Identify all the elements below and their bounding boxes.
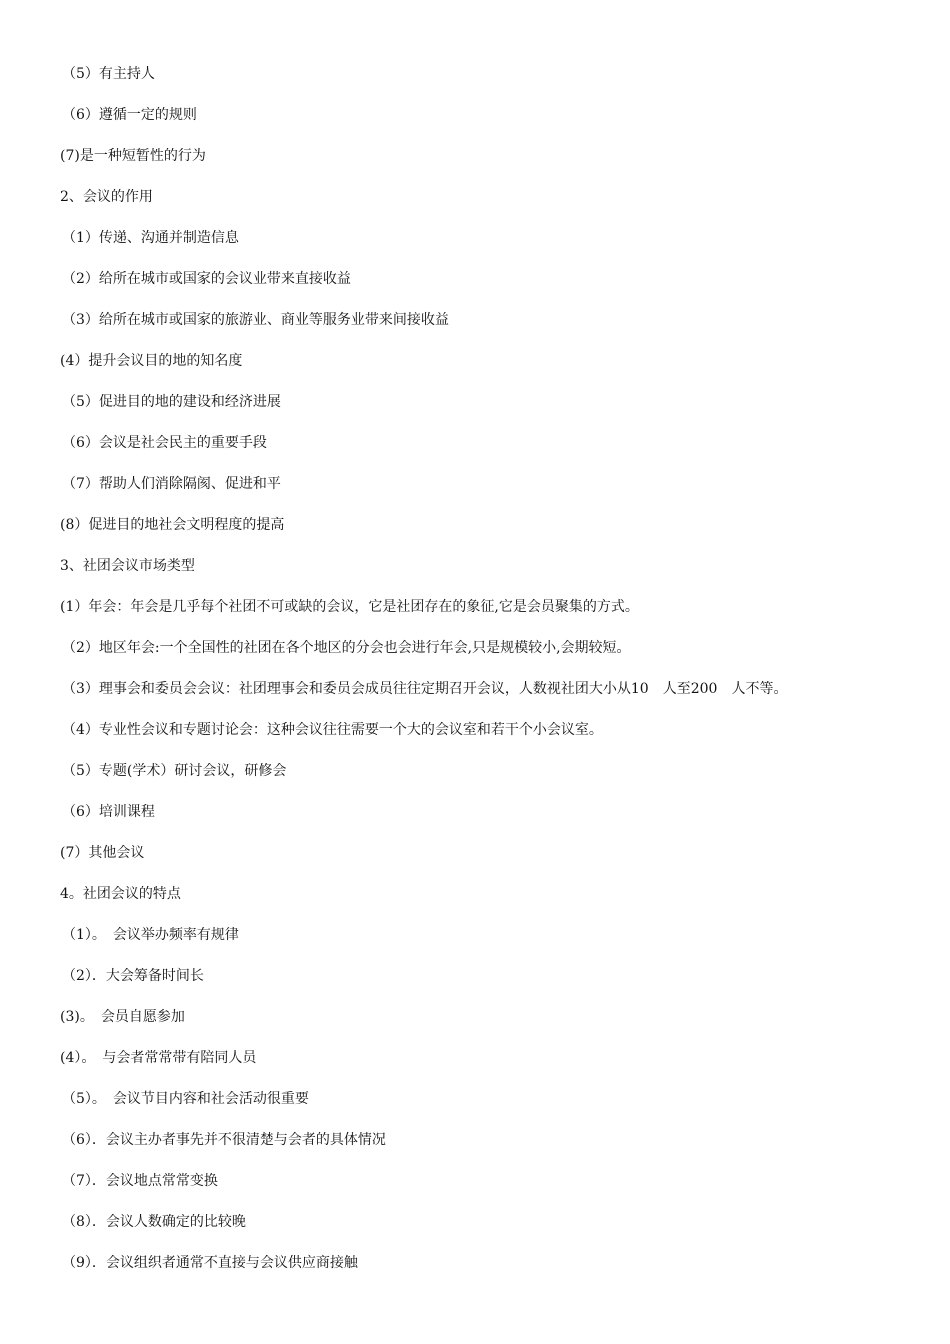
text-line: (7）其他会议 <box>60 845 145 861</box>
text-line: （2）给所在城市或国家的会议业带来直接收益 <box>62 271 351 287</box>
text-line: （6）会议是社会民主的重要手段 <box>62 435 267 451</box>
text-line: （2）地区年会:一个全国性的社团在各个地区的分会也会进行年会,只是规模较小,会期较短。 <box>62 640 631 656</box>
section-heading: 4。社团会议的特点 <box>60 886 181 902</box>
text-line: （2）．大会筹备时间长 <box>62 968 204 984</box>
text-line: （5）专题(学术）研讨会议，研修会 <box>62 763 287 779</box>
text-line: (3)。 会员自愿参加 <box>60 1009 185 1025</box>
text-line: （3）给所在城市或国家的旅游业、商业等服务业带来间接收益 <box>62 312 449 328</box>
text-line: （6）．会议主办者事先并不很清楚与会者的具体情况 <box>62 1132 386 1148</box>
text-line: （5）促进目的地的建设和经济进展 <box>62 394 281 410</box>
text-line: （7）帮助人们消除隔阂、促进和平 <box>62 476 281 492</box>
text-line: （9）．会议组织者通常不直接与会议供应商接触 <box>62 1255 358 1271</box>
text-line: (4）提升会议目的地的知名度 <box>60 353 243 369</box>
text-line: (4）。 与会者常常带有陪同人员 <box>60 1050 257 1066</box>
section-heading: 3、社团会议市场类型 <box>60 558 195 574</box>
text-line: (8）促进目的地社会文明程度的提高 <box>60 517 285 533</box>
text-line: (1）年会：年会是几乎每个社团不可或缺的会议，它是社团存在的象征,它是会员聚集的方式。 <box>60 599 639 615</box>
text-line: （4）专业性会议和专题讨论会：这种会议往往需要一个大的会议室和若干个小会议室。 <box>62 722 603 738</box>
text-line: （6）培训课程 <box>62 804 155 820</box>
text-line: （6）遵循一定的规则 <box>62 107 197 123</box>
text-line: （3）理事会和委员会会议：社团理事会和委员会成员往往定期召开会议，人数视社团大小从10 人至200 人不等。 <box>62 681 788 697</box>
section-heading: 2、会议的作用 <box>60 189 153 205</box>
text-line: （5）有主持人 <box>62 66 155 82</box>
text-line: （5）。 会议节目内容和社会活动很重要 <box>62 1091 309 1107</box>
text-line: （1）传递、沟通并制造信息 <box>62 230 239 246</box>
text-line: （7）．会议地点常常变换 <box>62 1173 218 1189</box>
text-line: （1）。 会议举办频率有规律 <box>62 927 239 943</box>
text-line: (7)是一种短暂性的行为 <box>60 148 206 164</box>
text-line: （8）．会议人数确定的比较晚 <box>62 1214 246 1230</box>
